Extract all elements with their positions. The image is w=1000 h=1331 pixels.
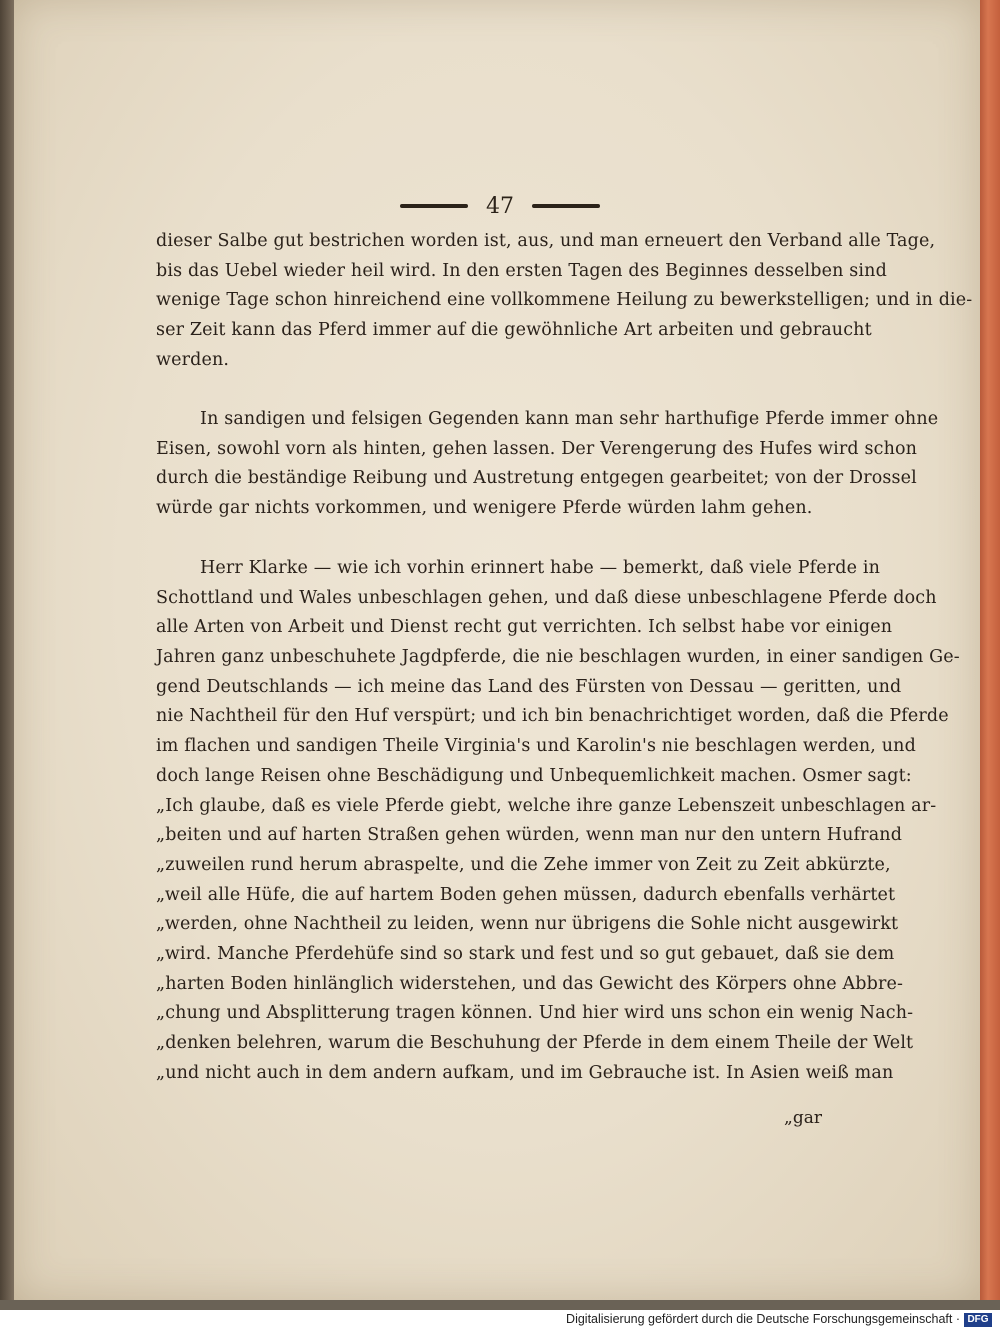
text-line: durch die beständige Reibung und Austretung entgegen gearbeitet; von der Drossel (156, 468, 917, 489)
text-line: werden. (156, 349, 230, 370)
paragraph-2 (156, 405, 939, 524)
catchword: „gar (784, 1108, 822, 1128)
text-line: „harten Boden hinlänglich widerstehen, und das Gewicht des Körpers ohne Abbre- (156, 973, 904, 994)
right-ornament-rule (532, 204, 600, 208)
text-line: „und nicht auch in dem andern aufkam, und im Gebrauche ist. In Asien weiß man (156, 1062, 894, 1083)
text-line: dieser Salbe gut bestrichen worden ist, aus, und man erneuert den Verband alle Tage, (156, 231, 936, 251)
text-line: doch lange Reisen ohne Beschädigung und Unbequemlichkeit machen. Osmer sagt: (156, 765, 912, 786)
text-line: „zuweilen rund herum abraspelte, und die Zehe immer von Zeit zu Zeit abkürzte, (156, 854, 891, 875)
digitization-footer (0, 1310, 1000, 1331)
page-header (0, 190, 1000, 222)
text-line: im flachen und sandigen Theile Virginia's und Karolin's nie beschlagen werden, und (156, 736, 916, 757)
text-line: In sandigen und felsigen Gegenden kann man sehr harthufige Pferde immer ohne (200, 409, 939, 429)
left-ornament-rule (400, 204, 468, 208)
text-line: bis das Uebel wieder heil wird. In den ersten Tagen des Beginnes desselben sind (156, 260, 887, 281)
text-line: Schottland und Wales unbeschlagen gehen, und daß diese unbeschlagene Pferde doch (156, 587, 937, 608)
dfg-logo: DFG (964, 1313, 992, 1327)
text-line: „wird. Manche Pferdehüfe sind so stark und fest und so gut gebauet, daß sie dem (156, 943, 895, 964)
page-number: 47 (486, 193, 514, 219)
text-line: ser Zeit kann das Pferd immer auf die gewöhnliche Art arbeiten und gebraucht (156, 320, 872, 341)
text-line: „beiten und auf harten Straßen gehen würden, wenn man nur den untern Hufrand (156, 825, 903, 846)
text-line: „weil alle Hüfe, die auf hartem Boden gehen müssen, dadurch ebenfalls verhärtet (156, 884, 896, 905)
text-line: Eisen, sowohl vorn als hinten, gehen lassen. Der Verengerung des Hufes wird schon (156, 438, 918, 459)
text-line: gend Deutschlands — ich meine das Land des Fürsten von Dessau — geritten, und (156, 676, 902, 697)
text-line: Herr Klarke — wie ich vorhin erinnert habe — bemerkt, daß viele Pferde in (200, 558, 881, 578)
paragraph-1 (156, 227, 973, 375)
footer-credit: Digitalisierung gefördert durch die Deutsche Forschungsgemeinschaft · (566, 1312, 960, 1326)
text-line: alle Arten von Arbeit und Dienst recht gut verrichten. Ich selbst habe vor einigen (156, 617, 893, 638)
text-line: nie Nachtheil für den Huf verspürt; und ich bin benachrichtiget worden, daß die Pferde (156, 706, 949, 727)
text-line: „chung und Absplitterung tragen können. Und hier wird uns schon ein wenig Nach- (156, 1003, 914, 1024)
paragraph-3 (156, 554, 960, 1088)
text-line: „Ich glaube, daß es viele Pferde giebt, welche ihre ganze Lebenszeit unbeschlagen ar- (156, 795, 937, 816)
text-line: „denken belehren, warum die Beschuhung der Pferde in dem einem Theile der Welt (156, 1033, 914, 1053)
text-line: „werden, ohne Nachtheil zu leiden, wenn nur übrigens die Sohle nicht ausgewirkt (156, 914, 899, 935)
text-line: Jahren ganz unbeschuhete Jagdpferde, die nie beschlagen wurden, in einer sandigen Ge- (156, 647, 960, 668)
text-line: würde gar nichts vorkommen, und wenigere Pferde würden lahm gehen. (156, 498, 813, 519)
text-line: wenige Tage schon hinreichend eine vollkommene Heilung zu bewerkstelligen; und in die- (156, 290, 973, 311)
